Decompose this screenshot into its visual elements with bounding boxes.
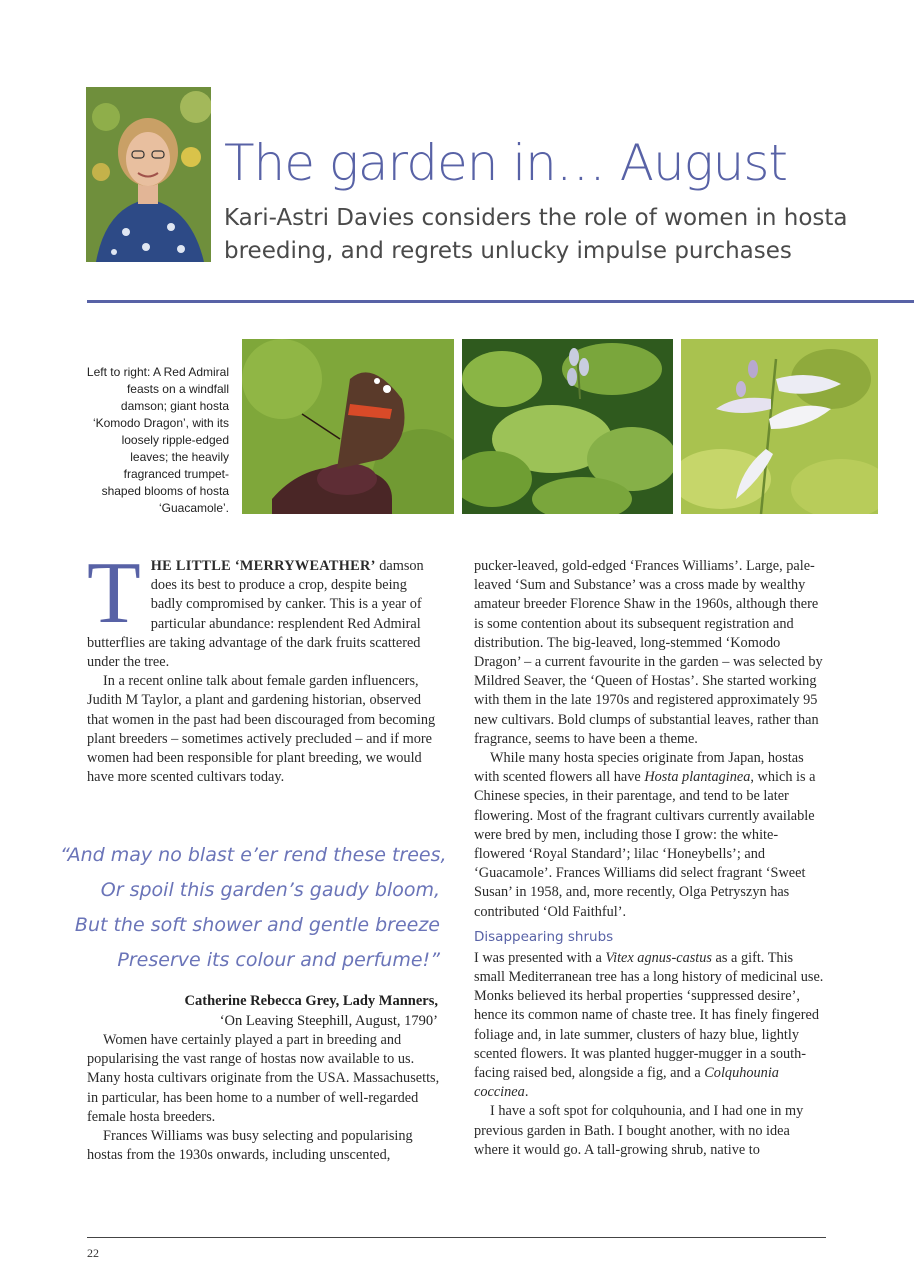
photo-hosta-komodo-dragon	[462, 339, 673, 514]
body-paragraph: I have a soft spot for colquhounia, and I had one in my previous garden in Bath. I bought another, with no idea where it would go. A tall-growing shrub, native to	[474, 1103, 804, 1158]
page-subtitle: Kari-Astri Davies considers the role of women in hosta breeding, and regrets unlucky impulse purchases	[224, 205, 848, 264]
page-number: 22	[87, 1246, 99, 1260]
body-paragraph: pucker-leaved, gold-edged ‘Frances Williams’. Large, pale-leaved ‘Sum and Substance’ was a cross made by wealthy amateur breeder Florence Shaw in the 1960s, although there is some contention about its subsequent registration and distribution. The big-leaved, long-stemmed ‘Komodo Dragon’ – a current favourite in the garden – was selected by Mildred Seaver, the ‘Queen of Hostas’. She started working with them in the late 1970s and registered approximately 95 new cultivars. Bold clumps of substantial leaves, rather than fragrance, seems to have been a theme.	[474, 558, 823, 747]
pull-quote	[60, 838, 447, 978]
quote-source: ‘On Leaving Steephill, August, 1790’	[219, 1013, 438, 1029]
footer-divider	[87, 1237, 826, 1238]
photo-red-admiral	[242, 339, 454, 514]
opening-text: damson does its best to produce a crop, despite being badly compromised by canker. This is a year of particular abundance: resplendent Red Admiral butterflies are taking advantage of the dark fruits scattered under the tree.	[87, 558, 424, 671]
page-title: The garden in… August	[224, 134, 788, 192]
right-column	[474, 557, 826, 1160]
body-paragraph: I was presented with a Vitex agnus-castus as a gift. This small Mediterranean tree has a long history of medicinal use. Monks believed its herbal properties ‘suppressed desire’, hence its common name of chaste tree. It has finely fingered foliage and, in late summer, clusters of hazy blue, lightly scented flowers. It was planted hugger-mugger in a south-facing raised bed, alongside a fig, and a Colquhounia coccinea.	[474, 949, 824, 1101]
lead-in: HE LITTLE ‘MERRYWEATHER’	[150, 558, 376, 574]
opening-paragraph	[87, 545, 440, 672]
body-paragraph: Frances Williams was busy selecting and popularising hostas from the 1930s onwards, including unscented,	[87, 1128, 413, 1164]
section-heading: Disappearing shrubs	[474, 928, 614, 945]
quote-line: “And may no blast e’er rend these trees,	[60, 844, 447, 866]
quote-line: Or spoil this garden’s gaudy bloom,	[100, 879, 440, 901]
left-column-bottom	[87, 1031, 440, 1165]
quote-line: Preserve its colour and perfume!”	[117, 949, 440, 971]
quote-attribution	[120, 991, 438, 1031]
left-column-top	[87, 545, 440, 787]
header-divider	[87, 300, 914, 303]
photo-hosta-guacamole	[681, 339, 878, 514]
drop-cap: T	[87, 545, 141, 642]
quote-line: But the soft shower and gentle breeze	[74, 914, 440, 936]
photo-caption: Left to right: A Red Admiral feasts on a windfall damson; giant hosta ‘Komodo Dragon’, with its loosely ripple-edged leaves; the heavily fragranced trumpet-shaped blooms of hosta ‘Guacamole’.	[86, 365, 229, 515]
author-portrait	[86, 87, 211, 262]
body-paragraph: In a recent online talk about female garden influencers, Judith M Taylor, a plant and gardening historian, observed that women in the past had been discouraged from becoming plant breeders – sometimes actively precluded – and if more women had been responsible for plant breeding, we would have more scented cultivars today.	[87, 673, 436, 786]
quote-author: Catherine Rebecca Grey, Lady Manners,	[184, 993, 438, 1009]
body-paragraph: Women have certainly played a part in breeding and popularising the vast range of hostas now available to us. Many hosta cultivars originate from the USA. Massachusetts, in particular, has been home to a number of well-regarded female hosta breeders.	[87, 1032, 440, 1125]
body-paragraph: While many hosta species originate from Japan, hostas with scented flowers all have Hosta plantaginea, which is a Chinese species, in their parentage, and tend to be later flowering. Most of the fragrant cultivars currently available were bred by men, including those I grow: the white-flowered ‘Royal Standard’; lilac ‘Honeybells’; and ‘Guacamole’. Frances Williams did select fragrant ‘Sweet Susan’ in 1958, and, more recently, Olga Petryszyn has contributed ‘Old Faithful’.	[474, 750, 816, 920]
